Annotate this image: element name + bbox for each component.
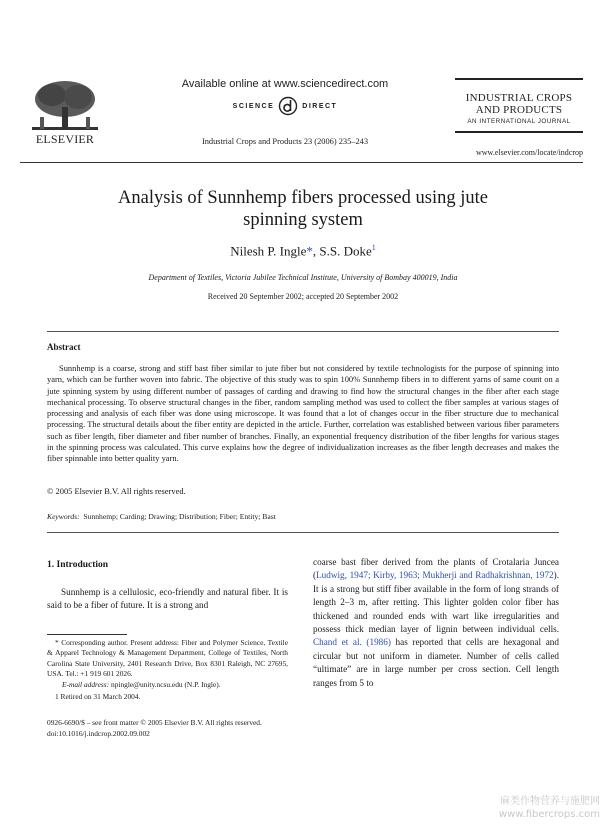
sciencedirect-logo <box>200 95 370 117</box>
intro-text-3: has reported that cells are hexagonal and circular but not uniform in diameter. Number of cells called “ultimate” are in large number per cross section. Cell length ranges from 5 to <box>313 637 559 688</box>
abstract-top-rule <box>47 331 559 332</box>
author-1[interactable]: Nilesh P. Ingle <box>230 243 307 259</box>
footnote-retired: 1 Retired on 31 March 2004. <box>55 692 141 701</box>
author-separator: , <box>312 243 320 259</box>
journal-subtitle: AN INTERNATIONAL JOURNAL <box>467 118 571 125</box>
sciencedirect-right-word: DIRECT <box>302 102 338 110</box>
site-watermark <box>400 795 600 821</box>
issn-line: 0926-6690/$ – see front matter © 2005 Elsevier B.V. All rights reserved. <box>47 718 262 727</box>
intro-text-2: ). It is a strong but stiff fiber available in the form of long strands of length 2–3 m, after retting. This lighter golden color fiber has thickened and rounded ends with wart like irregularities and possess thick median layer of lignin between individual cells. <box>313 570 559 635</box>
journal-masthead <box>455 78 583 133</box>
abstract-heading: Abstract <box>47 342 81 352</box>
journal-name <box>455 92 583 116</box>
abstract-copyright: © 2005 Elsevier B.V. All rights reserved. <box>47 486 186 496</box>
citation-link[interactable]: Ludwig, 1947; Kirby, 1963; Mukherji and Radhakrishnan, 1972 <box>316 570 554 581</box>
author-list <box>60 243 546 259</box>
sciencedirect-d-icon <box>278 96 298 116</box>
author-1-mark[interactable]: * <box>306 243 313 259</box>
keywords <box>47 512 559 521</box>
intro-paragraph-left: Sunnhemp is a cellulosic, eco-friendly and natural fiber. It is said to be a fiber of future. It is a strong and <box>47 587 288 611</box>
keywords-label: Keywords: <box>47 512 80 521</box>
article-title-line2: spinning system <box>243 210 363 230</box>
sciencedirect-left-word: SCIENCE <box>232 102 275 110</box>
abstract-bottom-rule <box>47 532 559 533</box>
footnote-corresponding-author: * Corresponding author. Present address: Fiber and Polymer Science, Textile & Apparel Technology & Management Department, College of Textiles, North Carolina State University, 2401 Research Drive, Box 8301 Raleigh, NC 27695, USA. Tel.: +1 919 601 2026. <box>47 638 288 679</box>
author-2[interactable]: S.S. Doke <box>319 243 372 259</box>
journal-name-line2: AND PRODUCTS <box>475 104 563 116</box>
header-divider <box>20 162 583 163</box>
doi-line[interactable]: doi:10.1016/j.indcrop.2002.09.002 <box>47 729 150 738</box>
section-heading-introduction: 1. Introduction <box>47 560 109 570</box>
keywords-list: Sunnhemp; Carding; Drawing; Distribution; Fiber; Entity; Bast <box>83 512 276 521</box>
affiliation: Department of Textiles, Victoria Jubilee Technical Institute, University of Bombay 400019, India <box>148 273 458 282</box>
intro-text-1: coarse bast fiber derived from the plants of Crotalaria Juncea ( <box>313 557 559 581</box>
footnote-email <box>62 680 288 689</box>
intro-paragraph-right <box>313 556 559 690</box>
journal-reference: Industrial Crops and Products 23 (2006) 235–243 <box>201 137 369 146</box>
article-title <box>60 187 546 231</box>
citation-link[interactable]: Chand et al. (1986) <box>313 637 391 648</box>
watermark-line1: 麻类作物营养与施肥网 <box>500 796 600 807</box>
email-address[interactable]: npingle@unity.ncsu.edu (N.P. Ingle). <box>109 680 221 689</box>
received-dates: Received 20 September 2002; accepted 20 September 2002 <box>207 292 399 301</box>
footnote-rule <box>47 634 127 635</box>
publisher-name: ELSEVIER <box>35 132 95 146</box>
author-2-mark[interactable]: 1 <box>371 243 376 252</box>
journal-url-link[interactable]: www.elsevier.com/locate/indcrop <box>476 148 583 157</box>
journal-name-line1: INDUSTRIAL CROPS <box>465 92 573 104</box>
email-label: E-mail address: <box>62 680 110 689</box>
available-online-text: Available online at www.sciencedirect.com <box>181 78 389 90</box>
watermark-line2: www.fibercrops.com <box>498 809 600 820</box>
article-title-line1: Analysis of Sunnhemp fibers processed using jute <box>118 188 488 208</box>
abstract-body: Sunnhemp is a coarse, strong and stiff bast fiber similar to jute fiber but not considered by textile technologists for the purpose of spinning into yarn, which can be further woven into fabric. The objective of this study was to spin 100% Sunnhemp fibers in to different yarns of same count on a jute spinning system by using different number of passages of carding and drawing to find how the structural changes in the fiber after each stage mechanical processing. To observe structural changes in the fiber, random sampling method was used to collect the fiber samples at various stages of processing and analysis of each fiber was done using microscope. It was found that a lot of changes occur in the fiber structure due to mechanical processing. The structural details about the fiber entity are depicted in the article. Further, correlation was established between various fiber parameters such as fiber length, fiber diameter and fiber number of branches. Finally, an exponential frequency distribution of the fiber lengths for various stages in the spinning process was calculated. This curve explains how the degree of individualization increases as the fiber length decreases and makes the fiber spinnable into better quality yarn. <box>47 363 559 464</box>
